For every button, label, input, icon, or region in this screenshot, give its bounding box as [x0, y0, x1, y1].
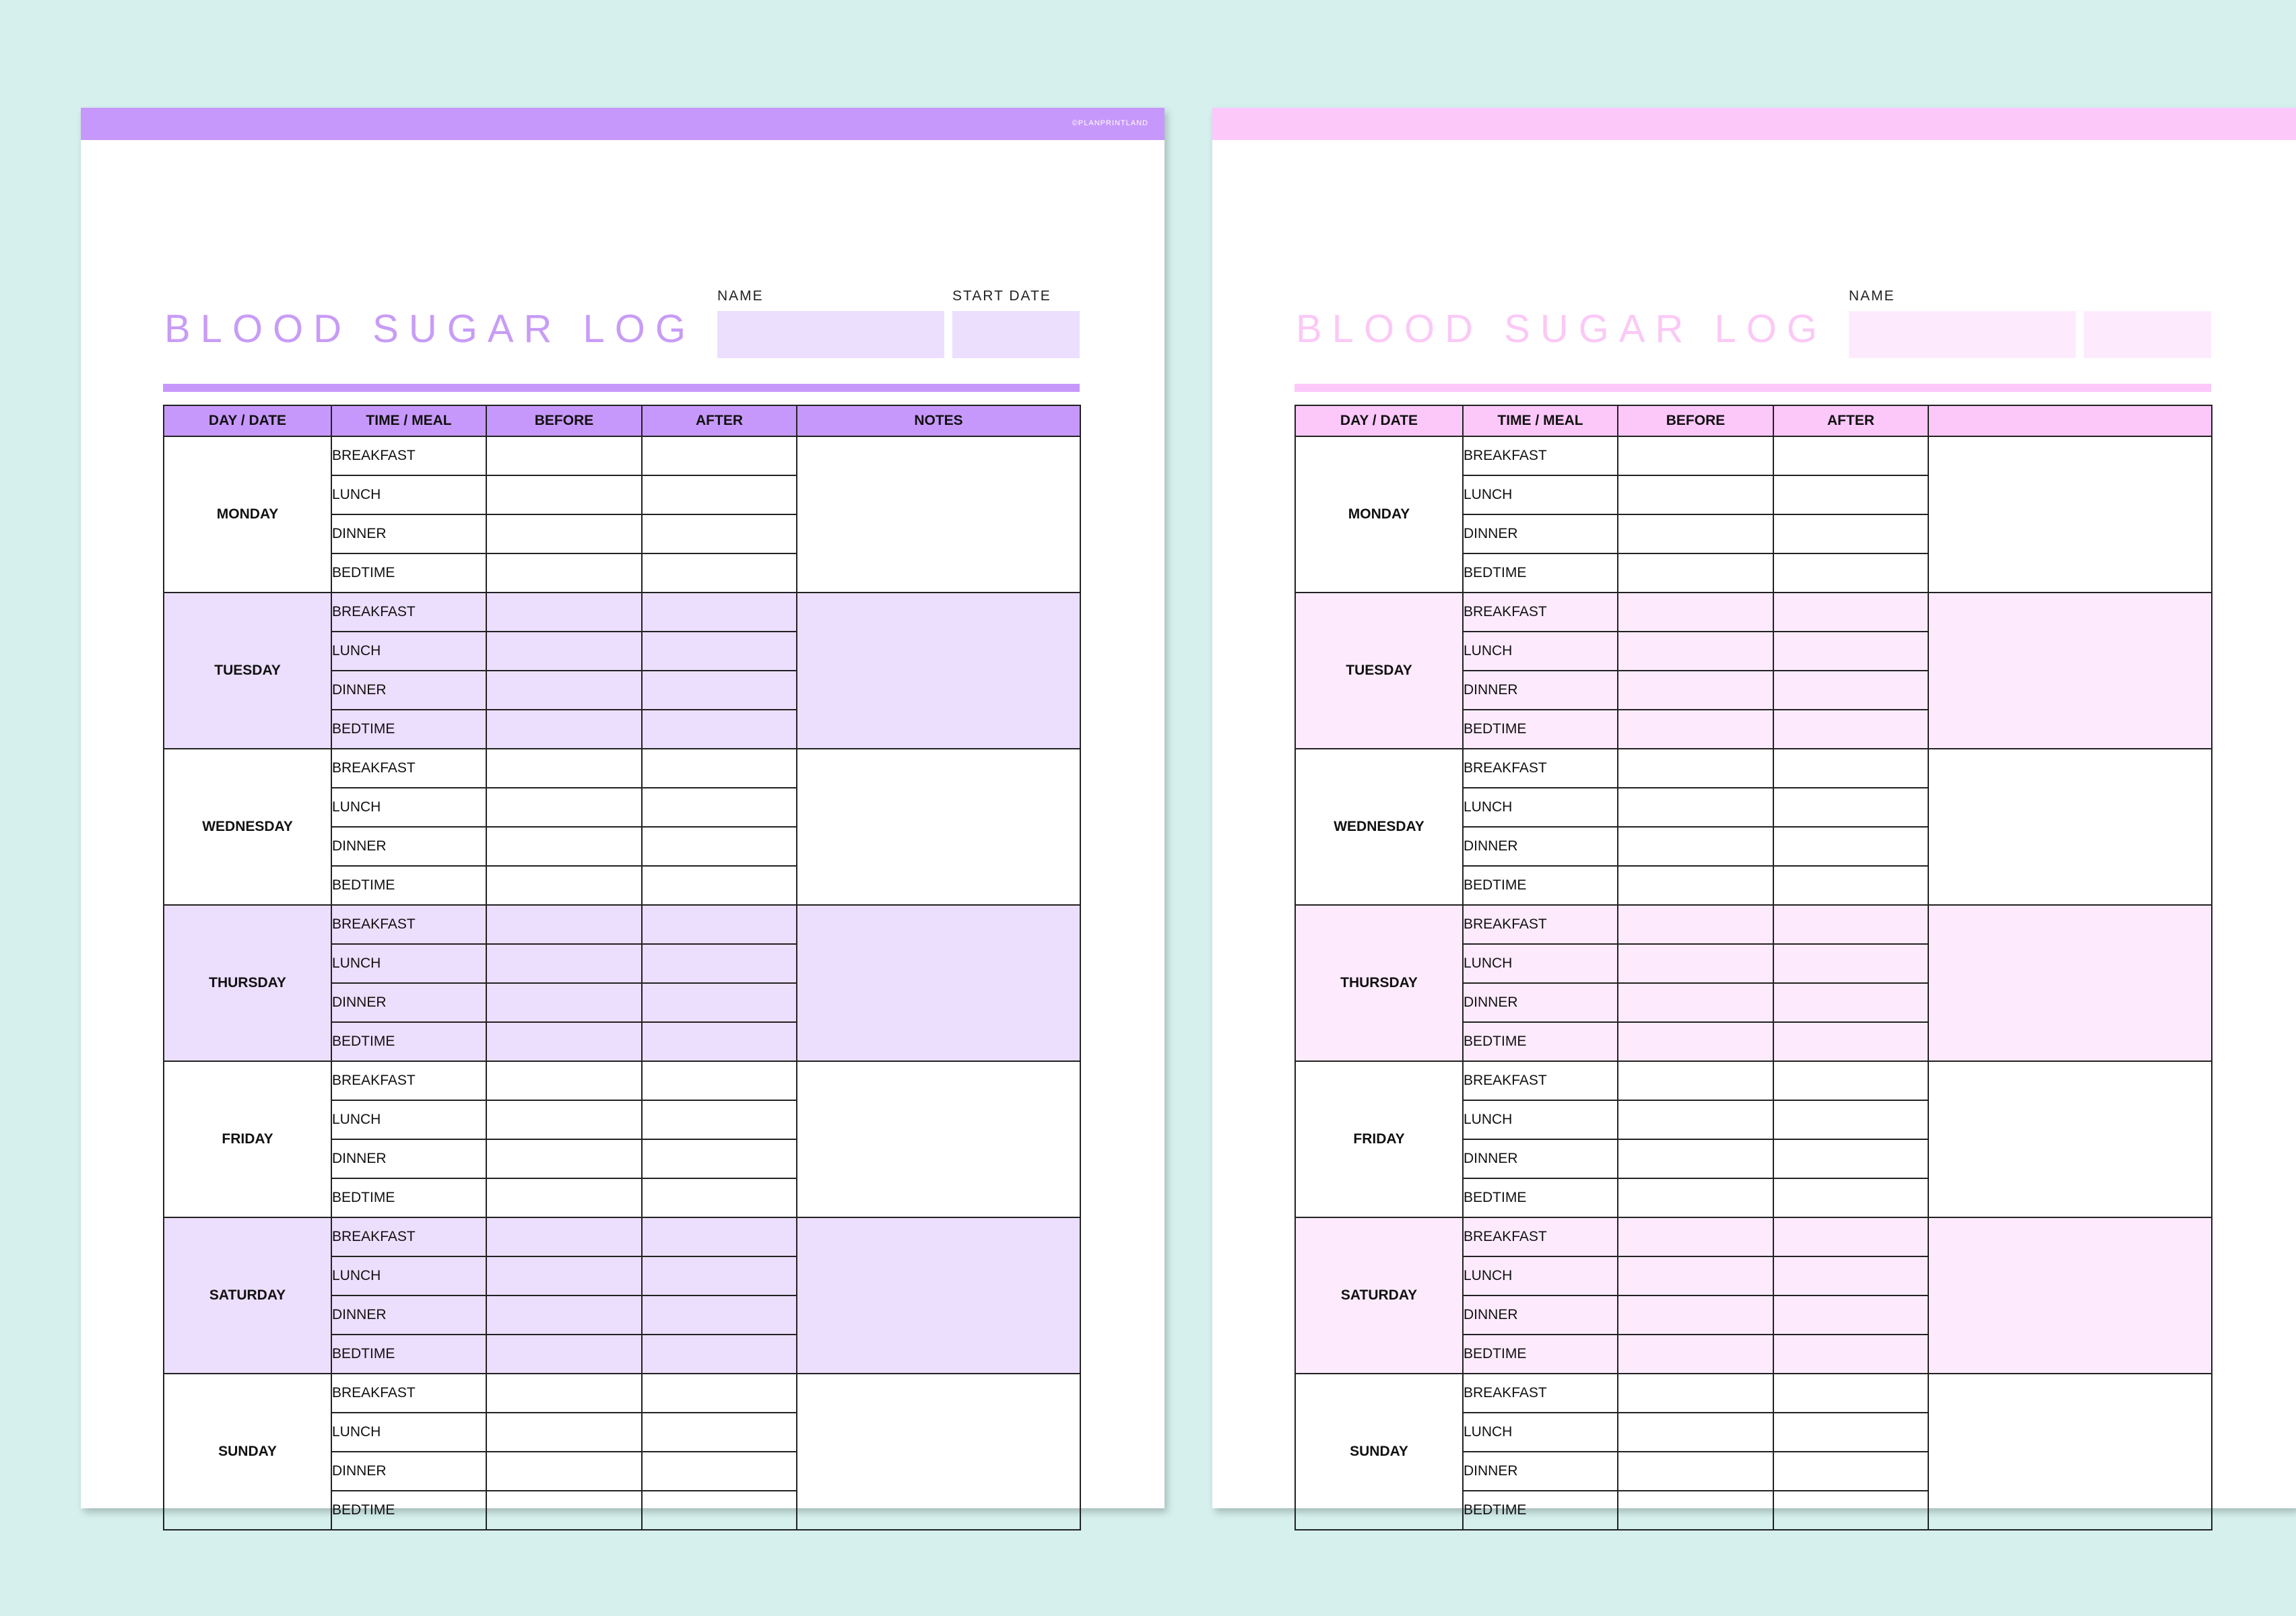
- before-reading-cell[interactable]: [1618, 1022, 1773, 1061]
- before-reading-cell[interactable]: [1618, 1100, 1773, 1139]
- day-cell-friday: FRIDAY: [1295, 1061, 1463, 1217]
- column-header-day-date: DAY / DATE: [164, 405, 331, 436]
- after-reading-cell[interactable]: [1773, 866, 1928, 905]
- column-header-after: AFTER: [1773, 405, 1928, 436]
- meal-cell-bedtime: BEDTIME: [1463, 710, 1618, 749]
- before-reading-cell[interactable]: [1618, 1217, 1773, 1256]
- table-row: [164, 905, 1080, 944]
- meal-cell-dinner: DINNER: [1463, 1295, 1618, 1335]
- notes-cell[interactable]: [797, 1217, 1080, 1374]
- before-reading-cell[interactable]: [1618, 1413, 1773, 1452]
- before-reading-cell[interactable]: [486, 788, 642, 827]
- meal-cell-bedtime: BEDTIME: [331, 1335, 486, 1374]
- before-reading-cell[interactable]: [1618, 553, 1773, 593]
- page-title: BLOOD SUGAR LOG: [1296, 307, 1828, 351]
- before-reading-cell[interactable]: [486, 1335, 642, 1374]
- name-label: NAME: [1849, 288, 1895, 304]
- before-reading-cell[interactable]: [486, 749, 642, 788]
- log-table: [163, 405, 1081, 1530]
- after-reading-cell[interactable]: [642, 1295, 797, 1335]
- before-reading-cell[interactable]: [1618, 788, 1773, 827]
- meal-cell-dinner: DINNER: [1463, 1452, 1618, 1491]
- after-reading-cell[interactable]: [642, 475, 797, 514]
- after-reading-cell[interactable]: [642, 1100, 797, 1139]
- name-field[interactable]: [717, 311, 944, 358]
- meal-cell-lunch: LUNCH: [331, 1413, 486, 1452]
- before-reading-cell[interactable]: [1618, 905, 1773, 944]
- meal-cell-dinner: DINNER: [331, 1139, 486, 1178]
- meal-cell-dinner: DINNER: [331, 1295, 486, 1335]
- start-date-field[interactable]: [2084, 311, 2211, 358]
- meal-cell-breakfast: BREAKFAST: [331, 1374, 486, 1413]
- meal-cell-lunch: LUNCH: [1463, 788, 1618, 827]
- day-cell-tuesday: TUESDAY: [164, 593, 331, 749]
- meal-cell-dinner: DINNER: [331, 983, 486, 1022]
- before-reading-cell[interactable]: [1618, 1178, 1773, 1217]
- notes-cell[interactable]: [797, 905, 1080, 1061]
- after-reading-cell[interactable]: [642, 671, 797, 710]
- meal-cell-breakfast: BREAKFAST: [1463, 1061, 1618, 1100]
- after-reading-cell[interactable]: [1773, 553, 1928, 593]
- before-reading-cell[interactable]: [486, 671, 642, 710]
- meal-cell-lunch: LUNCH: [331, 944, 486, 983]
- meal-cell-lunch: LUNCH: [1463, 944, 1618, 983]
- notes-cell[interactable]: [797, 1374, 1080, 1530]
- column-header-notes: NOTES: [797, 405, 1080, 436]
- meal-cell-breakfast: BREAKFAST: [1463, 436, 1618, 475]
- before-reading-cell[interactable]: [1618, 1295, 1773, 1335]
- after-reading-cell[interactable]: [1773, 475, 1928, 514]
- after-reading-cell[interactable]: [1773, 1413, 1928, 1452]
- after-reading-cell[interactable]: [1773, 632, 1928, 671]
- notes-cell[interactable]: [797, 749, 1080, 905]
- meal-cell-bedtime: BEDTIME: [1463, 553, 1618, 593]
- day-cell-thursday: THURSDAY: [1295, 905, 1463, 1061]
- after-reading-cell[interactable]: [1773, 905, 1928, 944]
- meal-cell-dinner: DINNER: [331, 827, 486, 866]
- meal-cell-breakfast: BREAKFAST: [331, 1217, 486, 1256]
- meal-cell-dinner: DINNER: [1463, 514, 1618, 553]
- column-header-before: BEFORE: [1618, 405, 1773, 436]
- before-reading-cell[interactable]: [486, 905, 642, 944]
- after-reading-cell[interactable]: [1773, 1022, 1928, 1061]
- top-color-bar: [1212, 108, 2296, 140]
- day-cell-saturday: SATURDAY: [164, 1217, 331, 1374]
- before-reading-cell[interactable]: [486, 1413, 642, 1452]
- meal-cell-lunch: LUNCH: [1463, 1100, 1618, 1139]
- notes-cell[interactable]: [1928, 593, 2212, 749]
- before-reading-cell[interactable]: [486, 1061, 642, 1100]
- meal-cell-breakfast: BREAKFAST: [1463, 593, 1618, 632]
- before-reading-cell[interactable]: [486, 475, 642, 514]
- after-reading-cell[interactable]: [1773, 1139, 1928, 1178]
- meal-cell-bedtime: BEDTIME: [331, 1022, 486, 1061]
- meal-cell-lunch: LUNCH: [331, 1100, 486, 1139]
- meal-cell-lunch: LUNCH: [331, 788, 486, 827]
- after-reading-cell[interactable]: [1773, 1491, 1928, 1530]
- meal-cell-breakfast: BREAKFAST: [1463, 1217, 1618, 1256]
- notes-cell[interactable]: [797, 593, 1080, 749]
- table-row: [164, 1061, 1080, 1100]
- meal-cell-dinner: DINNER: [1463, 983, 1618, 1022]
- after-reading-cell[interactable]: [642, 905, 797, 944]
- day-cell-wednesday: WEDNESDAY: [1295, 749, 1463, 905]
- meal-cell-breakfast: BREAKFAST: [331, 905, 486, 944]
- meal-cell-breakfast: BREAKFAST: [331, 436, 486, 475]
- blood-sugar-log-sheet-pink: [1212, 108, 2296, 1518]
- meal-cell-bedtime: BEDTIME: [331, 866, 486, 905]
- table-row: [1295, 749, 2212, 788]
- after-reading-cell[interactable]: [1773, 1256, 1928, 1295]
- before-reading-cell[interactable]: [1618, 866, 1773, 905]
- table-row: [1295, 593, 2212, 632]
- before-reading-cell[interactable]: [486, 1295, 642, 1335]
- meal-cell-dinner: DINNER: [1463, 671, 1618, 710]
- after-reading-cell[interactable]: [642, 1217, 797, 1256]
- meal-cell-lunch: LUNCH: [331, 475, 486, 514]
- before-reading-cell[interactable]: [486, 983, 642, 1022]
- after-reading-cell[interactable]: [1773, 1335, 1928, 1374]
- top-color-bar: [81, 108, 1165, 140]
- after-reading-cell[interactable]: [642, 1061, 797, 1100]
- after-reading-cell[interactable]: [642, 788, 797, 827]
- table-row: [164, 436, 1080, 475]
- table-row: [164, 749, 1080, 788]
- after-reading-cell[interactable]: [1773, 671, 1928, 710]
- blood-sugar-log-sheet-purple: [81, 108, 1165, 1518]
- after-reading-cell[interactable]: [1773, 1178, 1928, 1217]
- meal-cell-bedtime: BEDTIME: [1463, 1491, 1618, 1530]
- day-cell-wednesday: WEDNESDAY: [164, 749, 331, 905]
- day-cell-monday: MONDAY: [164, 436, 331, 593]
- table-row: [164, 1217, 1080, 1256]
- before-reading-cell[interactable]: [1618, 671, 1773, 710]
- meal-cell-lunch: LUNCH: [1463, 1256, 1618, 1295]
- notes-cell[interactable]: [1928, 905, 2212, 1061]
- day-cell-thursday: THURSDAY: [164, 905, 331, 1061]
- before-reading-cell[interactable]: [486, 710, 642, 749]
- column-header-before: BEFORE: [486, 405, 642, 436]
- table-row: [164, 1374, 1080, 1413]
- table-row: [1295, 436, 2212, 475]
- after-reading-cell[interactable]: [642, 1139, 797, 1178]
- after-reading-cell[interactable]: [1773, 514, 1928, 553]
- column-header-notes: [1928, 405, 2212, 436]
- meal-cell-bedtime: BEDTIME: [331, 1178, 486, 1217]
- after-reading-cell[interactable]: [642, 514, 797, 553]
- after-reading-cell[interactable]: [1773, 944, 1928, 983]
- after-reading-cell[interactable]: [642, 866, 797, 905]
- before-reading-cell[interactable]: [486, 1256, 642, 1295]
- meal-cell-breakfast: BREAKFAST: [331, 1061, 486, 1100]
- notes-cell[interactable]: [797, 436, 1080, 593]
- log-table: [1294, 405, 2212, 1530]
- meal-cell-dinner: DINNER: [331, 671, 486, 710]
- before-reading-cell[interactable]: [486, 1374, 642, 1413]
- before-reading-cell[interactable]: [1618, 475, 1773, 514]
- after-reading-cell[interactable]: [1773, 1452, 1928, 1491]
- table-row: [1295, 905, 2212, 944]
- before-reading-cell[interactable]: [1618, 1256, 1773, 1295]
- meal-cell-breakfast: BREAKFAST: [1463, 749, 1618, 788]
- before-reading-cell[interactable]: [486, 944, 642, 983]
- before-reading-cell[interactable]: [1618, 944, 1773, 983]
- meal-cell-bedtime: BEDTIME: [1463, 1022, 1618, 1061]
- notes-cell[interactable]: [1928, 1374, 2212, 1530]
- copyright-credit: ©PLANPRINTLAND: [1072, 119, 1148, 127]
- name-label: NAME: [717, 288, 764, 304]
- before-reading-cell[interactable]: [486, 632, 642, 671]
- after-reading-cell[interactable]: [1773, 749, 1928, 788]
- day-cell-monday: MONDAY: [1295, 436, 1463, 593]
- meal-cell-bedtime: BEDTIME: [1463, 1178, 1618, 1217]
- start-date-field[interactable]: [952, 311, 1080, 358]
- meal-cell-breakfast: BREAKFAST: [331, 593, 486, 632]
- meal-cell-lunch: LUNCH: [1463, 1413, 1618, 1452]
- meal-cell-bedtime: BEDTIME: [331, 710, 486, 749]
- after-reading-cell[interactable]: [642, 983, 797, 1022]
- after-reading-cell[interactable]: [642, 1178, 797, 1217]
- after-reading-cell[interactable]: [642, 749, 797, 788]
- name-field[interactable]: [1849, 311, 2076, 358]
- day-cell-friday: FRIDAY: [164, 1061, 331, 1217]
- after-reading-cell[interactable]: [1773, 1100, 1928, 1139]
- page-title: BLOOD SUGAR LOG: [164, 307, 696, 351]
- after-reading-cell[interactable]: [1773, 436, 1928, 475]
- after-reading-cell[interactable]: [642, 1452, 797, 1491]
- meal-cell-lunch: LUNCH: [1463, 475, 1618, 514]
- before-reading-cell[interactable]: [1618, 593, 1773, 632]
- after-reading-cell[interactable]: [642, 436, 797, 475]
- after-reading-cell[interactable]: [642, 1374, 797, 1413]
- after-reading-cell[interactable]: [642, 1256, 797, 1295]
- before-reading-cell[interactable]: [486, 1022, 642, 1061]
- after-reading-cell[interactable]: [1773, 1217, 1928, 1256]
- meal-cell-breakfast: BREAKFAST: [1463, 905, 1618, 944]
- after-reading-cell[interactable]: [1773, 710, 1928, 749]
- before-reading-cell[interactable]: [1618, 1491, 1773, 1530]
- day-cell-saturday: SATURDAY: [1295, 1217, 1463, 1374]
- table-row: [1295, 1061, 2212, 1100]
- before-reading-cell[interactable]: [1618, 827, 1773, 866]
- before-reading-cell[interactable]: [486, 1217, 642, 1256]
- before-reading-cell[interactable]: [486, 436, 642, 475]
- meal-cell-dinner: DINNER: [331, 514, 486, 553]
- table-row: [1295, 1217, 2212, 1256]
- after-reading-cell[interactable]: [1773, 1295, 1928, 1335]
- day-cell-sunday: SUNDAY: [1295, 1374, 1463, 1530]
- after-reading-cell[interactable]: [1773, 827, 1928, 866]
- notes-cell[interactable]: [1928, 1061, 2212, 1217]
- before-reading-cell[interactable]: [1618, 1139, 1773, 1178]
- meal-cell-dinner: DINNER: [1463, 1139, 1618, 1178]
- after-reading-cell[interactable]: [642, 710, 797, 749]
- before-reading-cell[interactable]: [486, 1452, 642, 1491]
- table-row: [1295, 1374, 2212, 1413]
- title-divider: [163, 384, 1080, 392]
- meal-cell-bedtime: BEDTIME: [331, 553, 486, 593]
- before-reading-cell[interactable]: [486, 514, 642, 553]
- before-reading-cell[interactable]: [1618, 983, 1773, 1022]
- after-reading-cell[interactable]: [642, 1335, 797, 1374]
- meal-cell-lunch: LUNCH: [331, 1256, 486, 1295]
- before-reading-cell[interactable]: [1618, 436, 1773, 475]
- after-reading-cell[interactable]: [1773, 1061, 1928, 1100]
- after-reading-cell[interactable]: [1773, 788, 1928, 827]
- day-cell-tuesday: TUESDAY: [1295, 593, 1463, 749]
- before-reading-cell[interactable]: [1618, 632, 1773, 671]
- after-reading-cell[interactable]: [642, 827, 797, 866]
- after-reading-cell[interactable]: [642, 553, 797, 593]
- meal-cell-bedtime: BEDTIME: [1463, 866, 1618, 905]
- notes-cell[interactable]: [1928, 436, 2212, 593]
- before-reading-cell[interactable]: [486, 1100, 642, 1139]
- meal-cell-dinner: DINNER: [1463, 827, 1618, 866]
- after-reading-cell[interactable]: [642, 944, 797, 983]
- meal-cell-breakfast: BREAKFAST: [1463, 1374, 1618, 1413]
- title-divider: [1294, 384, 2211, 392]
- before-reading-cell[interactable]: [486, 1139, 642, 1178]
- before-reading-cell[interactable]: [486, 1178, 642, 1217]
- after-reading-cell[interactable]: [642, 593, 797, 632]
- before-reading-cell[interactable]: [1618, 1452, 1773, 1491]
- notes-cell[interactable]: [797, 1061, 1080, 1217]
- before-reading-cell[interactable]: [1618, 514, 1773, 553]
- before-reading-cell[interactable]: [1618, 710, 1773, 749]
- after-reading-cell[interactable]: [642, 1022, 797, 1061]
- meal-cell-bedtime: BEDTIME: [331, 1491, 486, 1530]
- before-reading-cell[interactable]: [486, 593, 642, 632]
- before-reading-cell[interactable]: [486, 866, 642, 905]
- after-reading-cell[interactable]: [1773, 593, 1928, 632]
- meal-cell-dinner: DINNER: [331, 1452, 486, 1491]
- meal-cell-breakfast: BREAKFAST: [331, 749, 486, 788]
- day-cell-sunday: SUNDAY: [164, 1374, 331, 1530]
- column-header-after: AFTER: [642, 405, 797, 436]
- meal-cell-lunch: LUNCH: [1463, 632, 1618, 671]
- column-header-time-meal: TIME / MEAL: [1463, 405, 1618, 436]
- before-reading-cell[interactable]: [486, 553, 642, 593]
- notes-cell[interactable]: [1928, 1217, 2212, 1374]
- notes-cell[interactable]: [1928, 749, 2212, 905]
- after-reading-cell[interactable]: [642, 1413, 797, 1452]
- start-date-label: START DATE: [952, 288, 1051, 304]
- before-reading-cell[interactable]: [1618, 1374, 1773, 1413]
- column-header-day-date: DAY / DATE: [1295, 405, 1463, 436]
- meal-cell-bedtime: BEDTIME: [1463, 1335, 1618, 1374]
- before-reading-cell[interactable]: [1618, 1061, 1773, 1100]
- after-reading-cell[interactable]: [642, 632, 797, 671]
- after-reading-cell[interactable]: [1773, 1374, 1928, 1413]
- before-reading-cell[interactable]: [1618, 1335, 1773, 1374]
- after-reading-cell[interactable]: [642, 1491, 797, 1530]
- before-reading-cell[interactable]: [1618, 749, 1773, 788]
- column-header-time-meal: TIME / MEAL: [331, 405, 486, 436]
- table-row: [164, 593, 1080, 632]
- meal-cell-lunch: LUNCH: [331, 632, 486, 671]
- after-reading-cell[interactable]: [1773, 983, 1928, 1022]
- before-reading-cell[interactable]: [486, 1491, 642, 1530]
- before-reading-cell[interactable]: [486, 827, 642, 866]
